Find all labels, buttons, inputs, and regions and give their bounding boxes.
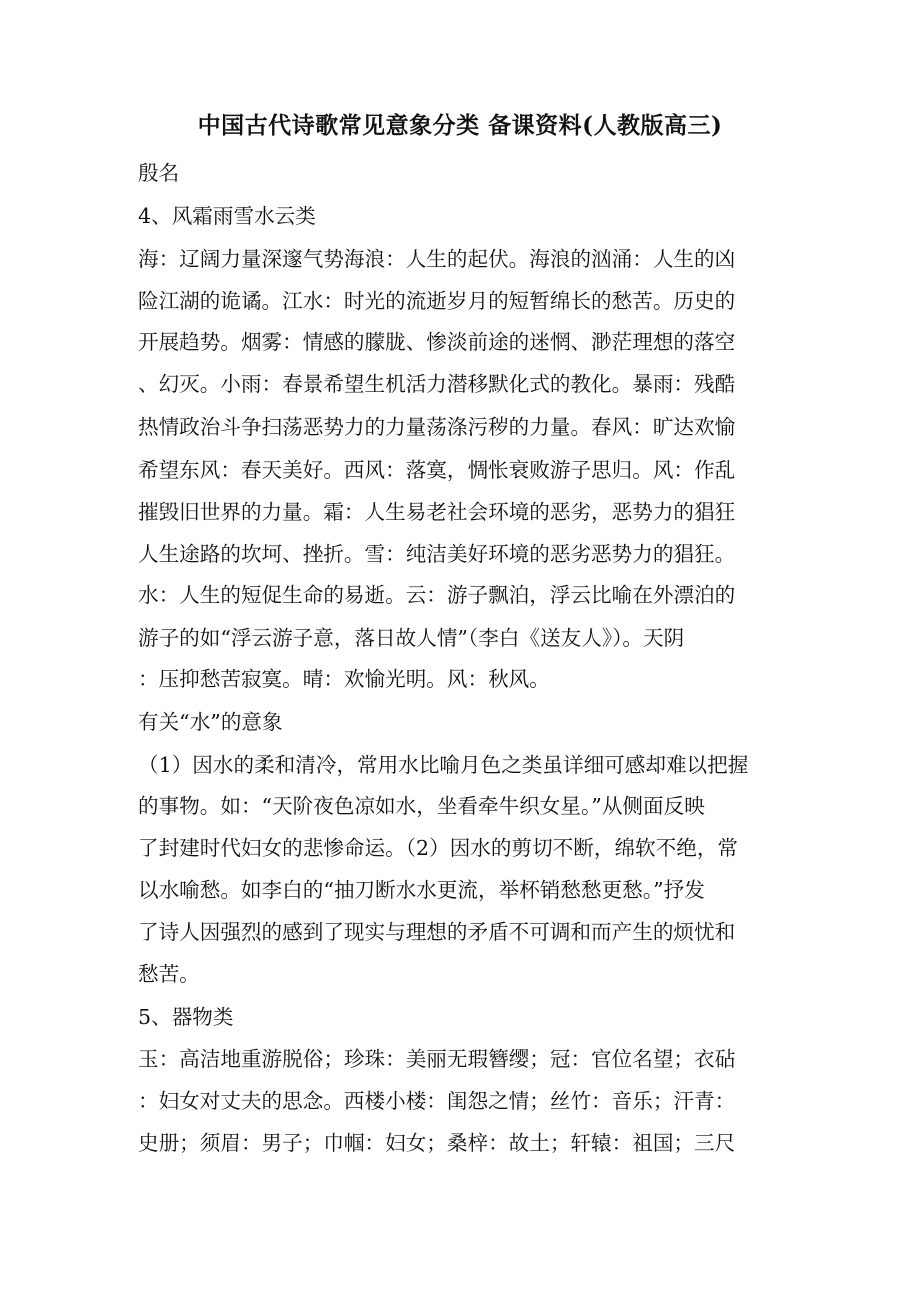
text-line: 了封建时代妇女的悲惨命运。（2）因水的剪切不断，绵软不绝，常 (138, 836, 739, 860)
text-line: 水：人生的短促生命的易逝。云：游子飘泊，浮云比喻在外漂泊的 (138, 583, 736, 607)
section-heading: 5、器物类 (138, 1005, 234, 1029)
text-line: 的事物。如：“天阶夜色凉如水，坐看牵牛织女星。”从侧面反映 (138, 794, 705, 818)
text-line: 以水喻愁。如李白的“抽刀断水水更流，举杯销愁愁更愁。”抒发 (138, 878, 705, 902)
text-line: 人生途路的坎坷、挫折。雪：纯洁美好环境的恶劣恶势力的猖狂。 (138, 542, 736, 566)
text-line: 了诗人因强烈的感到了现实与理想的矛盾不可调和而产生的烦忧和 (138, 920, 736, 944)
text-line: 玉：高洁地重游脱俗；珍珠：美丽无瑕簪缨；冠：官位名望；衣砧 (138, 1047, 736, 1071)
text-line: 游子的如“浮云游子意，落日故人情”（李白《送友人》）。天阴 (138, 626, 685, 650)
text-line: 海：辽阔力量深邃气势海浪：人生的起伏。海浪的汹涌：人生的凶 (138, 247, 736, 271)
text-line: 希望东风：春天美好。西风：落寞，惆怅衰败游子思归。风：作乱 (138, 458, 736, 482)
text-line: （1）因水的柔和清冷，常用水比喻月色之类虽详细可感却难以把握 (138, 753, 749, 777)
text-line: 险江湖的诡谲。江水：时光的流逝岁月的短暂绵长的愁苦。历史的 (138, 289, 736, 313)
text-line: 史册；须眉：男子；巾帼：妇女；桑梓：故土；轩辕：祖国；三尺 (138, 1131, 736, 1155)
text-line: 愁苦。 (138, 962, 200, 986)
text-line: 摧毁旧世界的力量。霜：人生易老社会环境的恶劣，恶势力的猖狂 (138, 500, 736, 524)
text-line: 殷名 (138, 161, 180, 185)
subsection-heading: 有关“水”的意象 (138, 710, 283, 734)
document-title: 中国古代诗歌常见意象分类 备课资料(人教版高三) (197, 112, 723, 139)
section-heading: 4、风霜雨雪水云类 (138, 204, 316, 228)
text-line: ：妇女对丈夫的思念。西楼小楼：闺怨之情；丝竹：音乐；汗青： (138, 1089, 736, 1113)
text-line: 、幻灭。小雨：春景希望生机活力潜移默化式的教化。暴雨：残酷 (138, 372, 736, 396)
text-line: ：压抑愁苦寂寞。晴：欢愉光明。风：秋风。 (138, 667, 550, 691)
text-line: 开展趋势。烟雾：情感的朦胧、惨淡前途的迷惘、渺茫理想的落空 (138, 330, 736, 354)
text-line: 热情政治斗争扫荡恶势力的力量荡涤污秽的力量。春风：旷达欢愉 (138, 415, 736, 439)
